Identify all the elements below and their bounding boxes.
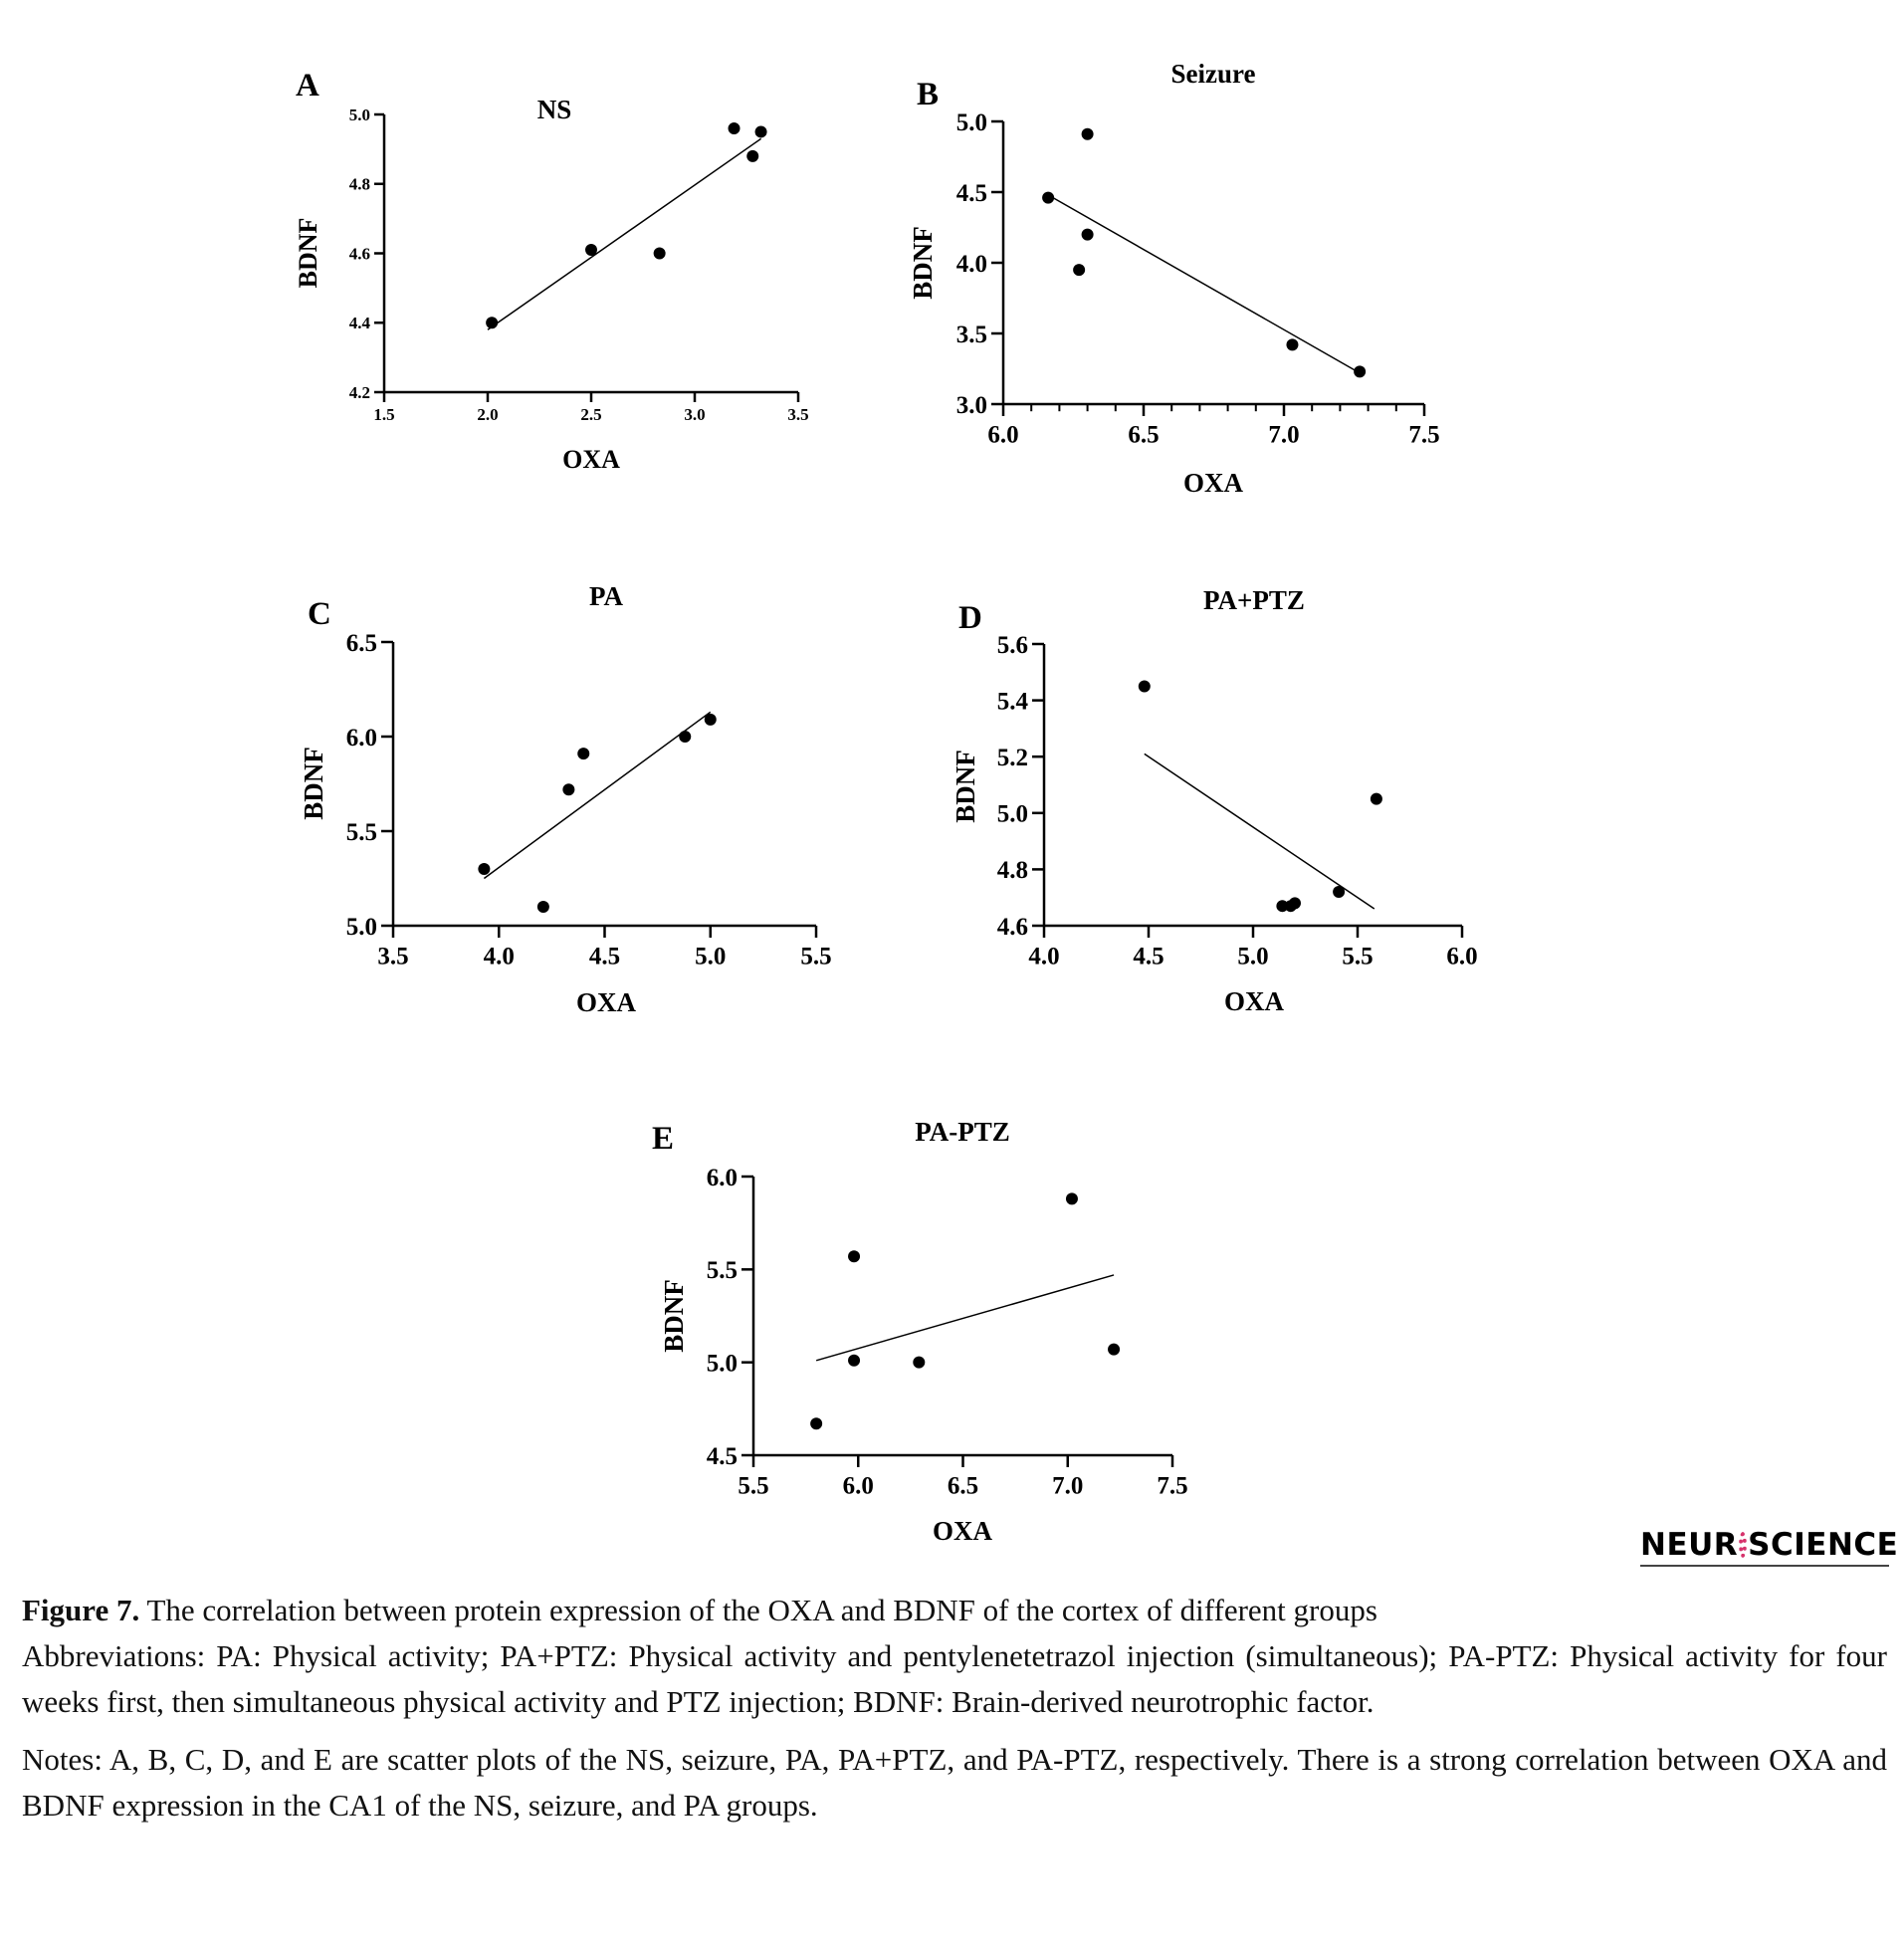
panel-letter: C	[308, 596, 331, 632]
data-point	[810, 1417, 822, 1429]
y-tick-label: 5.0	[345, 913, 377, 941]
data-point	[1066, 1192, 1078, 1204]
data-point	[848, 1355, 860, 1367]
figure-caption	[22, 1588, 1887, 1829]
x-tick-label: 6.0	[842, 1472, 874, 1500]
x-tick-label: 7.5	[1157, 1472, 1188, 1500]
data-point	[1333, 886, 1345, 898]
logo-text-right: SCIENCE	[1748, 1527, 1899, 1563]
panel-letter: A	[296, 68, 319, 104]
chart-title: Seizure	[1170, 59, 1256, 89]
x-tick-label: 7.0	[1268, 421, 1300, 449]
data-point	[577, 748, 589, 759]
data-point	[1289, 897, 1301, 909]
x-tick-label: 6.0	[987, 421, 1019, 449]
data-point	[1286, 338, 1298, 350]
y-tick-label: 3.5	[955, 321, 987, 348]
panel-letter: B	[917, 77, 940, 112]
y-tick-label: 4.5	[706, 1442, 738, 1470]
data-point	[654, 248, 666, 260]
y-tick-label: 4.8	[348, 174, 370, 194]
x-tick-label: 3.5	[787, 404, 809, 424]
data-point	[1371, 793, 1382, 805]
x-tick-label: 5.0	[695, 943, 727, 970]
y-tick-label: 4.5	[955, 179, 987, 207]
x-tick-label: 2.5	[580, 404, 602, 424]
chart-title: PA	[589, 581, 623, 611]
y-tick-label: 5.0	[996, 800, 1028, 828]
data-point	[1073, 264, 1085, 276]
neuroscience-logo	[1640, 1525, 1899, 1567]
y-tick-label: 4.2	[348, 382, 370, 402]
data-point	[679, 731, 691, 743]
data-point	[746, 150, 758, 162]
chart-panel-d	[951, 585, 1478, 1016]
data-point	[562, 783, 574, 795]
y-axis-label: BDNF	[659, 1279, 689, 1353]
data-point	[729, 122, 740, 134]
regression-line	[1145, 753, 1375, 909]
x-axis-label: OXA	[562, 445, 620, 474]
x-tick-label: 1.5	[373, 404, 395, 424]
logo-emblem-icon	[1739, 1532, 1747, 1558]
data-point	[705, 714, 717, 726]
chart-title: PA-PTZ	[915, 1117, 1010, 1147]
y-tick-label: 5.0	[348, 105, 370, 124]
y-tick-label: 4.6	[348, 244, 370, 264]
x-tick-label: 6.5	[1128, 421, 1160, 449]
chart-panel-b	[908, 59, 1440, 498]
x-axis-label: OXA	[1224, 986, 1284, 1016]
data-point	[1082, 229, 1094, 241]
figure-label: Figure 7.	[22, 1593, 140, 1627]
chart-panel-e	[652, 1117, 1188, 1546]
data-point	[913, 1357, 925, 1369]
regression-line	[488, 138, 761, 329]
x-tick-label: 6.0	[1446, 943, 1478, 970]
data-point	[1139, 680, 1151, 692]
y-tick-label: 4.4	[348, 314, 370, 333]
data-point	[1354, 365, 1366, 377]
data-point	[478, 863, 490, 875]
x-tick-label: 5.5	[1342, 943, 1374, 970]
y-tick-label: 5.2	[996, 744, 1028, 771]
regression-line	[484, 712, 710, 878]
x-tick-label: 3.0	[684, 404, 706, 424]
chart-title: PA+PTZ	[1203, 585, 1305, 615]
x-tick-label: 7.5	[1408, 421, 1440, 449]
x-tick-label: 5.0	[1237, 943, 1269, 970]
logo-text-left: NEUR	[1640, 1527, 1739, 1563]
y-tick-label: 6.0	[345, 724, 377, 752]
x-axis-label: OXA	[933, 1516, 992, 1546]
data-point	[1082, 128, 1094, 140]
data-point	[1042, 192, 1054, 204]
x-tick-label: 6.5	[947, 1472, 979, 1500]
y-tick-label: 5.0	[706, 1350, 738, 1378]
y-tick-label: 5.5	[345, 818, 377, 846]
data-point	[1108, 1344, 1120, 1356]
data-point	[755, 125, 767, 137]
x-axis-label: OXA	[576, 987, 636, 1017]
y-tick-label: 5.4	[996, 688, 1028, 716]
x-tick-label: 3.5	[377, 943, 409, 970]
data-point	[537, 901, 549, 913]
notes: Notes: A, B, C, D, and E are scatter plots of the NS, seizure, PA, PA+PTZ, and PA-PTZ, respectively. There is a strong correlation between OXA and BDNF expression in the CA1 of the NS, seizure, and PA groups.	[22, 1742, 1887, 1823]
regression-line	[816, 1275, 1114, 1361]
regression-line	[1048, 195, 1360, 373]
x-tick-label: 5.5	[738, 1472, 769, 1500]
panel-letter: D	[958, 600, 982, 636]
x-tick-label: 4.0	[1028, 943, 1060, 970]
x-tick-label: 7.0	[1052, 1472, 1084, 1500]
x-tick-label: 4.5	[588, 943, 621, 970]
y-tick-label: 5.0	[955, 108, 987, 136]
y-tick-label: 4.0	[955, 250, 987, 278]
chart-title: NS	[536, 95, 572, 124]
data-point	[848, 1250, 860, 1262]
y-tick-label: 5.6	[996, 631, 1028, 659]
y-tick-label: 4.8	[996, 857, 1028, 885]
y-tick-label: 4.6	[996, 913, 1028, 941]
x-tick-label: 2.0	[477, 404, 499, 424]
x-tick-label: 5.5	[800, 943, 832, 970]
x-tick-label: 4.0	[483, 943, 515, 970]
y-axis-label: BDNF	[299, 747, 328, 820]
chart-panel-c	[299, 581, 832, 1017]
x-tick-label: 4.5	[1133, 943, 1164, 970]
y-tick-label: 5.5	[706, 1257, 738, 1285]
y-tick-label: 3.0	[955, 391, 987, 419]
y-axis-label: BDNF	[908, 226, 938, 300]
y-tick-label: 6.5	[345, 629, 377, 657]
figure-title-line	[22, 1588, 1887, 1633]
y-axis-label: BDNF	[294, 217, 322, 289]
figure-text: The correlation between protein expression of the OXA and BDNF of the cortex of different groups	[139, 1593, 1377, 1627]
y-axis-label: BDNF	[951, 750, 980, 823]
data-point	[486, 317, 498, 328]
y-tick-label: 6.0	[706, 1164, 738, 1191]
chart-panel-a	[294, 68, 809, 474]
panel-letter: E	[652, 1121, 675, 1157]
abbreviations: Abbreviations: PA: Physical activity; PA+PTZ: Physical activity and pentylenetetrazol injection (simultaneous); PA-PTZ: Physical activity for four weeks first, then simultaneous physical activity and PTZ injection; BDNF: Brain-derived neurotrophic factor.	[22, 1638, 1887, 1719]
data-point	[585, 244, 597, 256]
x-axis-label: OXA	[1183, 468, 1243, 498]
